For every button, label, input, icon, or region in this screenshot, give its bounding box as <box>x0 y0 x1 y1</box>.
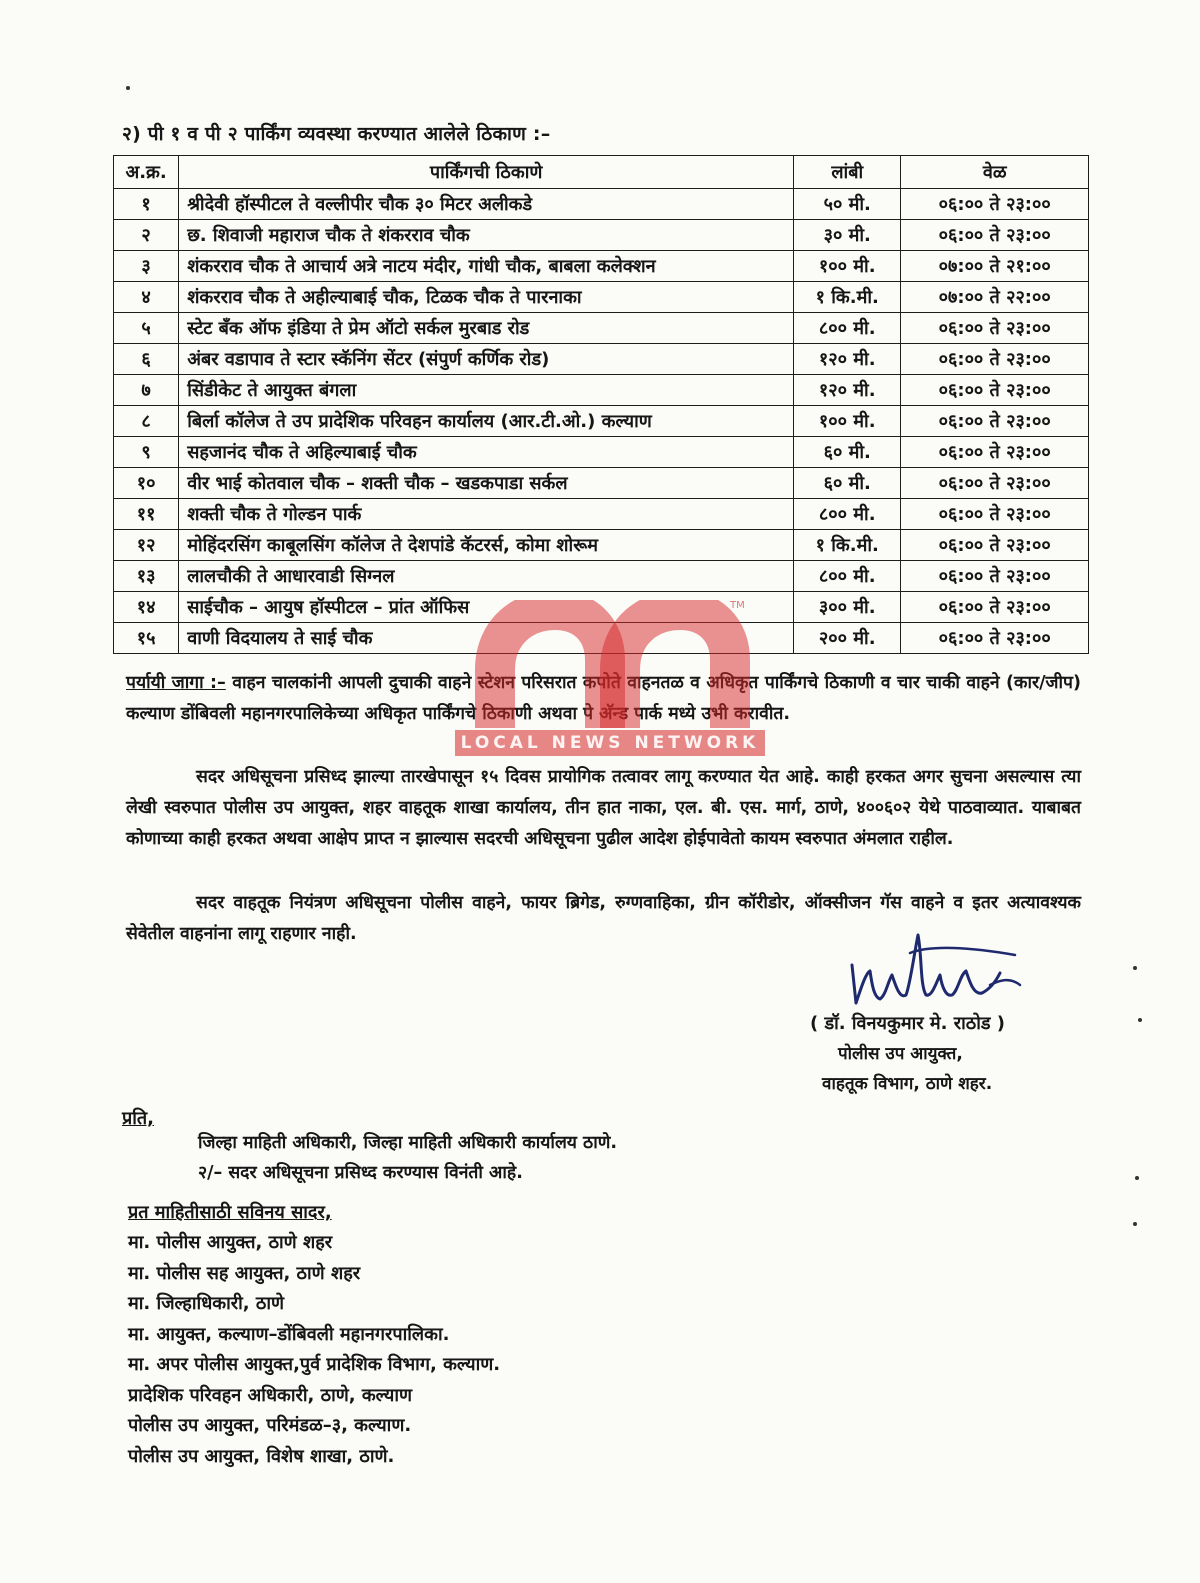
table-row <box>114 561 1089 592</box>
cell-serial-no: ८ <box>114 406 179 437</box>
cell-length: ८०० मी. <box>794 499 901 530</box>
cell-time: ०६:०० ते २३:०० <box>901 220 1089 251</box>
cell-length: ६० मी. <box>794 437 901 468</box>
cell-time: ०६:०० ते २३:०० <box>901 344 1089 375</box>
cell-time: ०६:०० ते २३:०० <box>901 468 1089 499</box>
list-item: मा. आयुक्त, कल्याण–डोंबिवली महानगरपालिका. <box>128 1323 450 1345</box>
cell-time: ०६:०० ते २३:०० <box>901 530 1089 561</box>
to-line-recipient: जिल्हा माहिती अधिकारी, जिल्हा माहिती अधिकारी कार्यालय ठाणे. <box>198 1133 618 1153</box>
header-time: वेळ <box>901 156 1089 189</box>
signatory-title: पोलीस उप आयुक्त, <box>838 1044 963 1064</box>
cell-serial-no: ४ <box>114 282 179 313</box>
table-row <box>114 251 1089 282</box>
cell-time: ०६:०० ते २३:०० <box>901 189 1089 220</box>
section-heading: २) पी १ व पी २ पार्किंग व्यवस्था करण्यात आलेले ठिकाण :– <box>122 123 551 145</box>
to-label: प्रति, <box>122 1108 155 1129</box>
cell-time: ०६:०० ते २३:०० <box>901 623 1089 654</box>
cell-place: शक्ती चौक ते गोल्डन पार्क <box>179 499 794 530</box>
cell-serial-no: ३ <box>114 251 179 282</box>
header-parking-places: पार्किंगची ठिकाणे <box>179 156 794 189</box>
cell-time: ०६:०० ते २३:०० <box>901 437 1089 468</box>
signature-icon <box>840 925 1040 1015</box>
cell-place: सहजानंद चौक ते अहिल्याबाई चौक <box>179 437 794 468</box>
cell-length: ३०० मी. <box>794 592 901 623</box>
table-row <box>114 592 1089 623</box>
cell-serial-no: १३ <box>114 561 179 592</box>
list-item: पोलीस उप आयुक्त, परिमंडळ–३, कल्याण. <box>128 1415 412 1436</box>
cell-place: वाणी विदयालय ते साई चौक <box>179 623 794 654</box>
cell-time: ०६:०० ते २३:०० <box>901 499 1089 530</box>
alternate-parking-paragraph <box>126 668 1081 730</box>
cell-serial-no: १५ <box>114 623 179 654</box>
cell-serial-no: १० <box>114 468 179 499</box>
cell-place: बिर्ला कॉलेज ते उप प्रादेशिक परिवहन कार्यालय (आर.टी.ओ.) कल्याण <box>179 406 794 437</box>
alternate-text: वाहन चालकांनी आपली दुचाकी वाहने स्टेशन परिसरात कपोते वाहनतळ व अधिकृत पार्किंगचे ठिकाणी व चार चाकी वाहने (कार/जीप) कल्याण डोंबिवली महानगरपालिकेच्या अधिकृत पार्किंगचे ठिकाणी अथवा पे अ‍ॅन्ड पार्क मध्ये उभी करावीत. <box>126 673 1081 724</box>
list-item: मा. पोलीस सह आयुक्त, ठाणे शहर <box>128 1262 361 1284</box>
list-item: प्रादेशिक परिवहन अधिकारी, ठाणे, कल्याण <box>128 1384 413 1406</box>
cell-place: मोहिंदरसिंग काबूलसिंग कॉलेज ते देशपांडे कॅटरर्स, कोमा शोरूम <box>179 530 794 561</box>
cell-length: ३० मी. <box>794 220 901 251</box>
table-row <box>114 282 1089 313</box>
table-row <box>114 375 1089 406</box>
speck-dot <box>1138 1018 1142 1022</box>
list-item: पोलीस उप आयुक्त, विशेष शाखा, ठाणे. <box>128 1445 395 1467</box>
speck-dot <box>126 86 130 90</box>
list-item: मा. जिल्हाधिकारी, ठाणे <box>128 1293 285 1314</box>
cell-time: ०६:०० ते २३:०० <box>901 313 1089 344</box>
signature-block <box>780 925 1080 1095</box>
cell-length: ५० मी. <box>794 189 901 220</box>
list-item: मा. पोलीस आयुक्त, ठाणे शहर <box>128 1232 333 1253</box>
cell-serial-no: १ <box>114 189 179 220</box>
cell-time: ०६:०० ते २३:०० <box>901 406 1089 437</box>
cell-serial-no: ५ <box>114 313 179 344</box>
table-row <box>114 623 1089 654</box>
cell-length: ६० मी. <box>794 468 901 499</box>
table-row <box>114 468 1089 499</box>
signatory-name: ( डॉ. विनयकुमार मे. राठोड ) <box>810 1013 1006 1034</box>
cell-place: वीर भाई कोतवाल चौक – शक्ती चौक – खडकपाडा सर्कल <box>179 468 794 499</box>
table-row <box>114 406 1089 437</box>
notice-paragraph: सदर अधिसूचना प्रसिध्द झाल्या तारखेपासून १५ दिवस प्रायोगिक तत्वावर लागू करण्यात येत आहे. काही हरकत अगर सुचना असल्यास त्या लेखी स्वरुपात पोलीस उप आयुक्त, शहर वाहतूक शाखा कार्यालय, तीन हात नाका, एल. बी. एस. मार्ग, ठाणे, ४००६०२ येथे पाठवाव्यात. याबाबत कोणाच्या काही हरकत अथवा आक्षेप प्राप्त न झाल्यास सदरची अधिसूचना पुढील आदेश होईपावेतो कायम स्वरुपात अंमलात राहील. <box>126 767 1081 849</box>
table-row <box>114 313 1089 344</box>
cell-length: १०० मी. <box>794 406 901 437</box>
signatory-department: वाहतूक विभाग, ठाणे शहर. <box>822 1074 993 1094</box>
alternate-lead: पर्यायी जागा :– <box>126 673 226 693</box>
cell-place: साईचौक – आयुष हॉस्पीटल – प्रांत ऑफिस <box>179 592 794 623</box>
speck-dot <box>1133 1222 1137 1226</box>
cell-length: १०० मी. <box>794 251 901 282</box>
watermark-text: LOCAL NEWS NETWORK <box>455 730 765 756</box>
table-row <box>114 189 1089 220</box>
cell-length: १२० मी. <box>794 375 901 406</box>
cell-serial-no: ११ <box>114 499 179 530</box>
table-row <box>114 530 1089 561</box>
list-item: मा. अपर पोलीस आयुक्त,पुर्व प्रादेशिक विभाग, कल्याण. <box>128 1354 501 1375</box>
header-length: लांबी <box>794 156 901 189</box>
cell-place: शंकरराव चौक ते आचार्य अत्रे नाटय मंदीर, गांधी चौक, बाबला कलेक्शन <box>179 251 794 282</box>
table-header-row <box>114 156 1089 189</box>
cell-place: छ. शिवाजी महाराज चौक ते शंकरराव चौक <box>179 220 794 251</box>
table-row <box>114 344 1089 375</box>
copy-recipient-list <box>128 1228 500 1472</box>
cell-place: शंकरराव चौक ते अहील्याबाई चौक, टिळक चौक ते पारनाका <box>179 282 794 313</box>
cell-serial-no: ९ <box>114 437 179 468</box>
cell-serial-no: २ <box>114 220 179 251</box>
cell-place: स्टेट बँक ऑफ इंडिया ते प्रेम ऑटो सर्कल मुरबाड रोड <box>179 313 794 344</box>
cell-serial-no: १४ <box>114 592 179 623</box>
table-row <box>114 499 1089 530</box>
cell-time: ०६:०० ते २३:०० <box>901 375 1089 406</box>
cell-place: अंबर वडापाव ते स्टार स्कॅनिंग सेंटर (संपुर्ण कर्णिक रोड) <box>179 344 794 375</box>
table-row <box>114 220 1089 251</box>
copy-heading: प्रत माहितीसाठी सविनय सादर, <box>128 1202 332 1223</box>
cell-place: श्रीदेवी हॉस्पीटल ते वल्लीपीर चौक ३० मिटर अलीकडे <box>179 189 794 220</box>
cell-serial-no: १२ <box>114 530 179 561</box>
cell-time: ०७:०० ते २१:०० <box>901 251 1089 282</box>
speck-dot <box>1135 1176 1139 1180</box>
cell-place: सिंडीकेट ते आयुक्त बंगला <box>179 375 794 406</box>
watermark-trademark: TM <box>730 600 745 611</box>
exemption-paragraph: सदर वाहतूक नियंत्रण अधिसूचना पोलीस वाहने, फायर ब्रिगेड, रुग्णवाहिका, ग्रीन कॉरीडोर, ऑक्सीजन गॅस वाहने व इतर अत्यावश्यक सेवेतील वाहनांना लागू राहणार नाही. <box>126 893 1081 944</box>
cell-length: ८०० मी. <box>794 313 901 344</box>
cell-time: ०६:०० ते २३:०० <box>901 592 1089 623</box>
cell-serial-no: ७ <box>114 375 179 406</box>
cell-place: लालचौकी ते आधारवाडी सिग्नल <box>179 561 794 592</box>
parking-table <box>113 155 1089 654</box>
table-row <box>114 437 1089 468</box>
cell-length: १ कि.मी. <box>794 530 901 561</box>
cell-length: १ कि.मी. <box>794 282 901 313</box>
to-line-request: २/– सदर अधिसूचना प्रसिध्द करण्यास विनंती आहे. <box>198 1163 523 1183</box>
cell-length: २०० मी. <box>794 623 901 654</box>
header-serial-no: अ.क्र. <box>114 156 179 189</box>
cell-length: १२० मी. <box>794 344 901 375</box>
cell-serial-no: ६ <box>114 344 179 375</box>
cell-length: ८०० मी. <box>794 561 901 592</box>
speck-dot <box>1133 966 1137 970</box>
cell-time: ०६:०० ते २३:०० <box>901 561 1089 592</box>
cell-time: ०७:०० ते २२:०० <box>901 282 1089 313</box>
